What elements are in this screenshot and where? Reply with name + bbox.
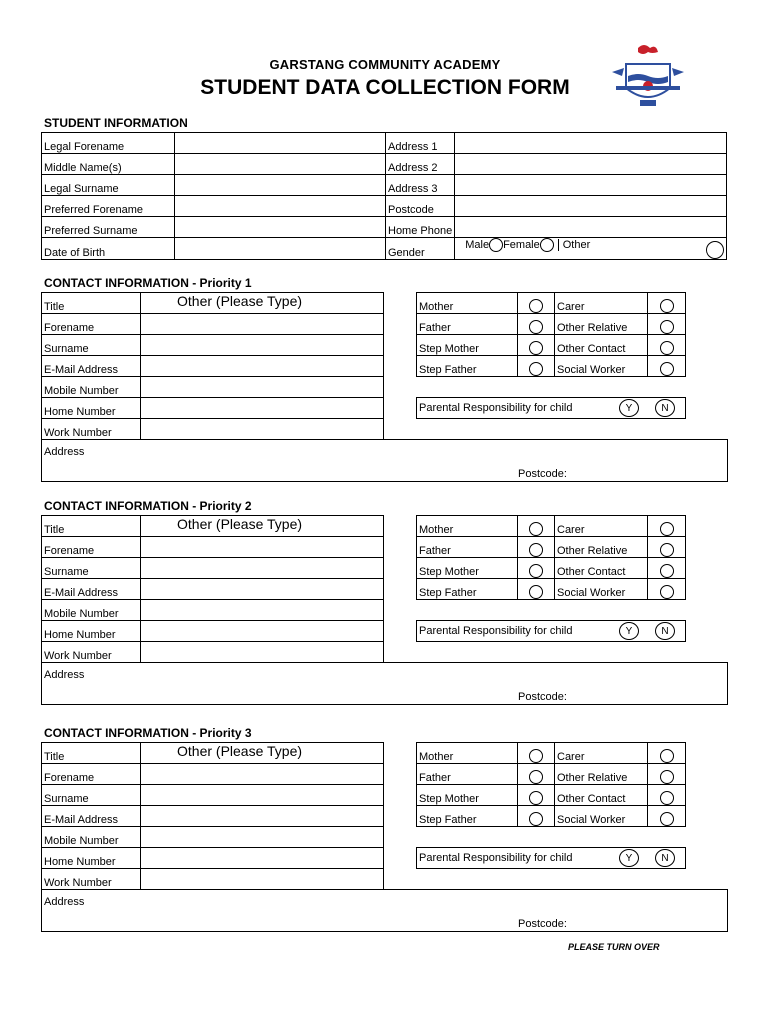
- relationship-table: [416, 742, 686, 827]
- student-field-label: Legal Surname: [42, 175, 175, 196]
- relationship-row: [417, 785, 686, 806]
- contact-field-row: [42, 642, 384, 663]
- relationship-label: Other Relative: [555, 764, 648, 785]
- title-other-input[interactable]: [141, 743, 384, 764]
- gender-male-label: Male: [465, 238, 490, 251]
- relationship-radio-cell: [518, 558, 555, 579]
- parental-yes-option[interactable]: Y: [619, 849, 639, 867]
- relationship-row: [417, 293, 686, 314]
- student-address-input[interactable]: [455, 217, 727, 238]
- relationship-radio-cell: [518, 579, 555, 600]
- relationship-radio-cell: [518, 516, 555, 537]
- student-field-input[interactable]: [175, 175, 386, 196]
- contact-field-row: [42, 600, 384, 621]
- gender-options: [455, 238, 727, 260]
- relationship-radio[interactable]: [529, 362, 543, 376]
- relationship-label: Mother: [417, 516, 518, 537]
- student-address-input[interactable]: [455, 133, 727, 154]
- relationship-radio-cell: [648, 516, 686, 537]
- contact-fields-table: [41, 742, 384, 890]
- relationship-label: Carer: [555, 293, 648, 314]
- relationship-radio[interactable]: [660, 299, 674, 313]
- relationship-row: [417, 537, 686, 558]
- parental-yes-option[interactable]: Y: [619, 399, 639, 417]
- relationship-radio-cell: [648, 806, 686, 827]
- relationship-radio[interactable]: [529, 564, 543, 578]
- relationship-radio[interactable]: [529, 791, 543, 805]
- contact-field-label: E-Mail Address: [42, 806, 141, 827]
- student-field-label: Legal Forename: [42, 133, 175, 154]
- relationship-radio-cell: [518, 806, 555, 827]
- contact-field-label: Work Number: [42, 642, 141, 663]
- contact-field-row: [42, 869, 384, 890]
- relationship-label: Mother: [417, 293, 518, 314]
- relationship-row: [417, 579, 686, 600]
- relationship-radio-cell: [648, 579, 686, 600]
- contact-field-label: E-Mail Address: [42, 356, 141, 377]
- parental-no-option[interactable]: N: [655, 622, 675, 640]
- contact-address-box[interactable]: [41, 662, 728, 705]
- contact-field-row: [42, 419, 384, 440]
- student-address-label: Home Phone: [386, 217, 455, 238]
- student-field-label: Date of Birth: [42, 238, 175, 260]
- student-field-label: Middle Name(s): [42, 154, 175, 175]
- relationship-row: [417, 764, 686, 785]
- contact-field-row: [42, 806, 384, 827]
- contact-field-input[interactable]: [141, 419, 384, 440]
- contact-field-input[interactable]: [141, 600, 384, 621]
- relationship-radio[interactable]: [529, 749, 543, 763]
- contact-postcode-label: Postcode:: [518, 918, 567, 930]
- parental-responsibility-label: Parental Responsibility for child: [419, 852, 573, 864]
- relationship-label: Other Contact: [555, 335, 648, 356]
- contact-postcode-label: Postcode:: [518, 691, 567, 703]
- contact-field-label: Surname: [42, 558, 141, 579]
- student-address-input[interactable]: [455, 154, 727, 175]
- contact-field-label: Mobile Number: [42, 377, 141, 398]
- student-row: [42, 217, 727, 238]
- relationship-radio[interactable]: [529, 299, 543, 313]
- contact-field-label: Forename: [42, 314, 141, 335]
- student-row: [42, 238, 727, 260]
- relationship-radio[interactable]: [529, 320, 543, 334]
- student-info-table: [41, 132, 727, 260]
- please-turn-over: PLEASE TURN OVER: [568, 942, 660, 952]
- contact-field-input[interactable]: [141, 785, 384, 806]
- student-row: [42, 133, 727, 154]
- contact-field-row: [42, 314, 384, 335]
- relationship-label: Social Worker: [555, 579, 648, 600]
- relationship-label: Social Worker: [555, 356, 648, 377]
- contact-field-input[interactable]: [141, 335, 384, 356]
- student-address-label: Gender: [386, 238, 455, 260]
- relationship-radio[interactable]: [660, 770, 674, 784]
- contact-field-row: [42, 764, 384, 785]
- contact-field-row: [42, 335, 384, 356]
- student-row: [42, 196, 727, 217]
- contact-field-label: Home Number: [42, 621, 141, 642]
- parental-responsibility-label: Parental Responsibility for child: [419, 402, 573, 414]
- relationship-radio[interactable]: [660, 362, 674, 376]
- relationship-radio[interactable]: [660, 522, 674, 536]
- contact-field-row: [42, 827, 384, 848]
- relationship-label: Step Mother: [417, 558, 518, 579]
- form-title: STUDENT DATA COLLECTION FORM: [200, 76, 570, 99]
- contact-field-label: Home Number: [42, 398, 141, 419]
- relationship-row: [417, 356, 686, 377]
- student-info-heading: STUDENT INFORMATION: [44, 116, 188, 130]
- student-address-label: Address 2: [386, 154, 455, 175]
- relationship-radio-cell: [518, 293, 555, 314]
- student-field-input[interactable]: [175, 154, 386, 175]
- contact-fields-table: [41, 292, 384, 440]
- contact-field-row: [42, 356, 384, 377]
- contact-field-row: [42, 398, 384, 419]
- relationship-label: Step Father: [417, 356, 518, 377]
- relationship-row: [417, 314, 686, 335]
- contact-field-input[interactable]: [141, 827, 384, 848]
- contact-field-row: [42, 377, 384, 398]
- relationship-radio[interactable]: [529, 522, 543, 536]
- parental-responsibility-box: [416, 397, 686, 419]
- contact-field-label: Title: [42, 516, 141, 537]
- contact-field-input[interactable]: [141, 314, 384, 335]
- contact-field-label: Title: [42, 743, 141, 764]
- relationship-radio-cell: [518, 314, 555, 335]
- relationship-radio[interactable]: [660, 791, 674, 805]
- relationship-label: Carer: [555, 516, 648, 537]
- contact-field-row: [42, 558, 384, 579]
- relationship-radio-cell: [648, 785, 686, 806]
- student-address-label: Address 3: [386, 175, 455, 196]
- gender-female-radio[interactable]: [540, 238, 554, 252]
- contact-field-input[interactable]: [141, 642, 384, 663]
- contact-field-row: [42, 848, 384, 869]
- contact-field-input[interactable]: [141, 579, 384, 600]
- student-row: [42, 175, 727, 196]
- school-name: GARSTANG COMMUNITY ACADEMY: [269, 57, 501, 72]
- relationship-radio[interactable]: [660, 341, 674, 355]
- relationship-radio-cell: [648, 356, 686, 377]
- contact-field-label: Title: [42, 293, 141, 314]
- relationship-label: Other Contact: [555, 558, 648, 579]
- relationship-label: Step Father: [417, 579, 518, 600]
- relationship-radio-cell: [648, 537, 686, 558]
- relationship-label: Other Relative: [555, 314, 648, 335]
- relationship-radio-cell: [648, 764, 686, 785]
- contact-address-label: Address: [44, 446, 85, 458]
- other-please-type-label: Other (Please Type): [177, 516, 303, 532]
- parental-yes-option[interactable]: Y: [619, 622, 639, 640]
- contact-postcode-label: Postcode:: [518, 468, 567, 480]
- relationship-row: [417, 516, 686, 537]
- contact-field-input[interactable]: [141, 848, 384, 869]
- school-crest-logo: [610, 42, 686, 112]
- contact-field-input[interactable]: [141, 398, 384, 419]
- student-address-input[interactable]: [455, 175, 727, 196]
- relationship-radio[interactable]: [660, 543, 674, 557]
- contact-heading: CONTACT INFORMATION - Priority 3: [44, 726, 252, 740]
- relationship-label: Carer: [555, 743, 648, 764]
- relationship-row: [417, 558, 686, 579]
- relationship-label: Step Father: [417, 806, 518, 827]
- student-field-input[interactable]: [175, 133, 386, 154]
- relationship-radio[interactable]: [660, 585, 674, 599]
- gender-male-radio[interactable]: [489, 238, 503, 252]
- contact-address-label: Address: [44, 669, 85, 681]
- relationship-radio-cell: [648, 314, 686, 335]
- other-please-type-label: Other (Please Type): [177, 293, 303, 309]
- gender-other-label: Other: [558, 239, 591, 251]
- title-other-input[interactable]: [141, 516, 384, 537]
- relationship-radio[interactable]: [660, 320, 674, 334]
- relationship-row: [417, 743, 686, 764]
- title-other-input[interactable]: [141, 293, 384, 314]
- contact-field-label: Work Number: [42, 869, 141, 890]
- contact-field-input[interactable]: [141, 621, 384, 642]
- contact-field-input[interactable]: [141, 537, 384, 558]
- contact-field-row: [42, 579, 384, 600]
- relationship-label: Step Mother: [417, 335, 518, 356]
- contact-field-label: Work Number: [42, 419, 141, 440]
- contact-field-row: [42, 785, 384, 806]
- relationship-label: Step Mother: [417, 785, 518, 806]
- relationship-row: [417, 806, 686, 827]
- parental-no-option[interactable]: N: [655, 849, 675, 867]
- relationship-radio-cell: [518, 335, 555, 356]
- relationship-radio-cell: [518, 356, 555, 377]
- student-row: [42, 154, 727, 175]
- contact-heading: CONTACT INFORMATION - Priority 1: [44, 276, 252, 290]
- relationship-radio-cell: [648, 558, 686, 579]
- other-please-type-label: Other (Please Type): [177, 743, 303, 759]
- relationship-radio-cell: [518, 764, 555, 785]
- student-address-label: Postcode: [386, 196, 455, 217]
- relationship-radio[interactable]: [660, 812, 674, 826]
- contact-field-row: [42, 537, 384, 558]
- contact-field-label: E-Mail Address: [42, 579, 141, 600]
- contact-field-label: Mobile Number: [42, 827, 141, 848]
- contact-field-label: Forename: [42, 537, 141, 558]
- contact-field-label: Mobile Number: [42, 600, 141, 621]
- relationship-label: Father: [417, 314, 518, 335]
- contact-field-label: Home Number: [42, 848, 141, 869]
- relationship-radio-cell: [648, 293, 686, 314]
- student-field-input[interactable]: [175, 238, 386, 260]
- parental-responsibility-box: [416, 620, 686, 642]
- relationship-radio[interactable]: [660, 564, 674, 578]
- student-field-label: Preferred Forename: [42, 196, 175, 217]
- relationship-radio-cell: [648, 335, 686, 356]
- relationship-label: Mother: [417, 743, 518, 764]
- contact-field-input[interactable]: [141, 558, 384, 579]
- relationship-label: Social Worker: [555, 806, 648, 827]
- contact-field-row: [42, 743, 384, 764]
- gender-female-label: Female: [503, 238, 540, 251]
- contact-field-label: Surname: [42, 785, 141, 806]
- student-field-input[interactable]: [175, 196, 386, 217]
- relationship-label: Father: [417, 764, 518, 785]
- relationship-radio-cell: [518, 785, 555, 806]
- relationship-radio[interactable]: [529, 585, 543, 599]
- relationship-radio[interactable]: [529, 812, 543, 826]
- contact-field-input[interactable]: [141, 764, 384, 785]
- parental-no-option[interactable]: N: [655, 399, 675, 417]
- student-address-label: Address 1: [386, 133, 455, 154]
- student-address-input[interactable]: [455, 196, 727, 217]
- relationship-radio[interactable]: [529, 341, 543, 355]
- contact-heading: CONTACT INFORMATION - Priority 2: [44, 499, 252, 513]
- contact-field-input[interactable]: [141, 377, 384, 398]
- contact-address-box[interactable]: [41, 439, 728, 482]
- relationship-radio[interactable]: [660, 749, 674, 763]
- contact-field-label: Surname: [42, 335, 141, 356]
- relationship-radio-cell: [518, 743, 555, 764]
- contact-field-label: Forename: [42, 764, 141, 785]
- relationship-table: [416, 292, 686, 377]
- contact-field-row: [42, 293, 384, 314]
- gender-other-radio[interactable]: [706, 241, 724, 259]
- contact-field-input[interactable]: [141, 806, 384, 827]
- contact-field-input[interactable]: [141, 869, 384, 890]
- relationship-row: [417, 335, 686, 356]
- parental-responsibility-label: Parental Responsibility for child: [419, 625, 573, 637]
- student-field-label: Preferred Surname: [42, 217, 175, 238]
- contact-address-box[interactable]: [41, 889, 728, 932]
- contact-fields-table: [41, 515, 384, 663]
- contact-address-label: Address: [44, 896, 85, 908]
- relationship-label: Other Relative: [555, 537, 648, 558]
- contact-field-input[interactable]: [141, 356, 384, 377]
- contact-field-row: [42, 516, 384, 537]
- relationship-label: Other Contact: [555, 785, 648, 806]
- student-field-input[interactable]: [175, 217, 386, 238]
- parental-responsibility-box: [416, 847, 686, 869]
- relationship-radio[interactable]: [529, 770, 543, 784]
- relationship-radio-cell: [648, 743, 686, 764]
- relationship-label: Father: [417, 537, 518, 558]
- relationship-table: [416, 515, 686, 600]
- contact-field-row: [42, 621, 384, 642]
- relationship-radio[interactable]: [529, 543, 543, 557]
- relationship-radio-cell: [518, 537, 555, 558]
